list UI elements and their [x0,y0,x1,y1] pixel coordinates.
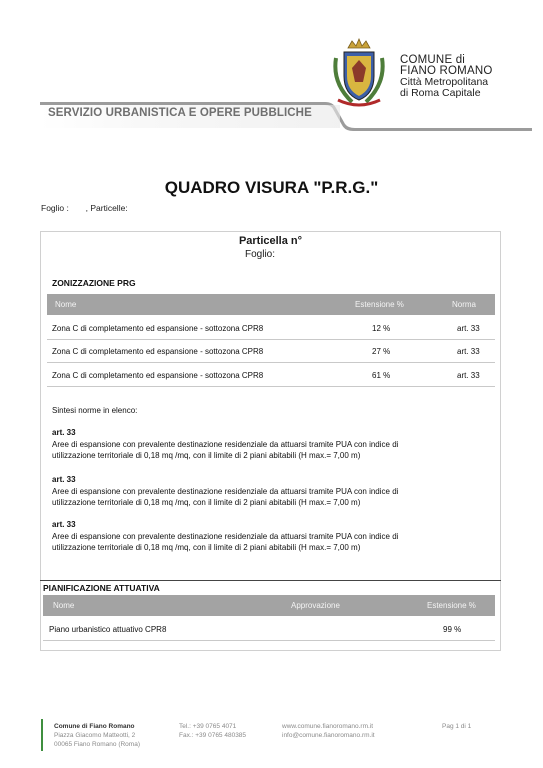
norm-line: Aree di espansione con prevalente destinazione residenziale da attuarsi tramite PUA con indice di [52,439,399,449]
footer-address-line: Piazza Giacomo Matteotti, 2 [54,732,136,739]
row-nome: Zona C di completamento ed espansione - sottozona CPR8 [52,324,264,333]
col-estensione: Estensione % [355,300,404,309]
norm-line: Aree di espansione con prevalente destinazione residenziale da attuarsi tramite PUA con indice di [52,531,399,541]
footer-email-link[interactable]: info@comune.fianoromano.rm.it [282,732,375,739]
norm-block [52,474,492,509]
row-estensione: 27 % [372,347,391,356]
footer-web [282,722,375,740]
comune-line-3: Città Metropolitana [400,76,489,88]
norm-line: utilizzazione territoriale di 0,18 mq /mq, con il limite di 2 piani abitabili (H max.= 7,00 m) [52,498,361,507]
comune-line-2: FIANO ROMANO [400,65,493,77]
row-norma: art. 33 [457,371,480,380]
table-row [47,340,495,363]
row-norma: art. 33 [457,324,480,333]
sintesi-title: Sintesi norme in elenco: [52,406,138,415]
comune-line-1: COMUNE di [400,54,466,66]
zonizzazione-table-header [47,294,495,315]
norm-block [52,427,492,462]
particella-label: Particella n° [238,235,303,247]
table-row [47,364,495,387]
footer-address [54,722,140,749]
row-estensione: 61 % [372,371,391,380]
footer-tel: Tel.: +39 0765 4071 [179,723,237,730]
col-nome: Nome [53,601,75,610]
card-foglio-label: Foglio: [245,249,276,260]
row-nome: Zona C di completamento ed espansione - sottozona CPR8 [52,347,264,356]
pianificazione-title: PIANIFICAZIONE ATTUATIVA [43,583,160,593]
foglio-particelle-line [41,203,128,213]
section-divider [40,580,501,581]
zonizzazione-title: ZONIZZAZIONE PRG [52,278,136,288]
norm-line: Aree di espansione con prevalente destinazione residenziale da attuarsi tramite PUA con indice di [52,486,399,496]
footer-accent-bar [41,719,43,751]
col-estensione: Estensione % [427,601,476,610]
footer-office-name: Comune di Fiano Romano [54,723,135,730]
row-norma: art. 33 [457,347,480,356]
footer-contacts [179,722,246,740]
document-title: QUADRO VISURA "P.R.G." [164,178,379,197]
norm-head: art. 33 [52,428,76,437]
footer-fax: Fax.: +39 0765 480385 [179,732,247,739]
row-estensione: 12 % [372,324,391,333]
footer-website-link[interactable]: www.comune.fianoromano.rm.it [282,723,374,730]
norm-head: art. 33 [52,475,76,484]
table-row [47,317,495,340]
norm-line: utilizzazione territoriale di 0,18 mq /mq, con il limite di 2 piani abitabili (H max.= 7,00 m) [52,451,361,460]
norm-line: utilizzazione territoriale di 0,18 mq /mq, con il limite di 2 piani abitabili (H max.= 7,00 m) [52,543,361,552]
row-nome: Piano urbanistico attuativo CPR8 [49,625,167,634]
col-norma: Norma [452,300,477,309]
norm-head: art. 33 [52,520,76,529]
foglio-label: Foglio : [41,203,69,213]
footer-page-number: Pag 1 di 1 [442,723,472,730]
department-title: SERVIZIO URBANISTICA E OPERE PUBBLICHE [48,107,312,119]
table-row [43,618,495,641]
footer-address-line: 00065 Fiano Romano (Roma) [54,741,140,748]
row-estensione: 99 % [443,625,462,634]
col-nome: Nome [55,300,77,309]
particelle-label: , Particelle: [85,203,128,213]
norm-block [52,519,492,554]
row-nome: Zona C di completamento ed espansione - sottozona CPR8 [52,371,264,380]
pianificazione-table-header [43,595,495,616]
comune-name-block [400,55,493,99]
col-approvazione: Approvazione [291,601,340,610]
comune-line-4: di Roma Capitale [400,87,481,99]
